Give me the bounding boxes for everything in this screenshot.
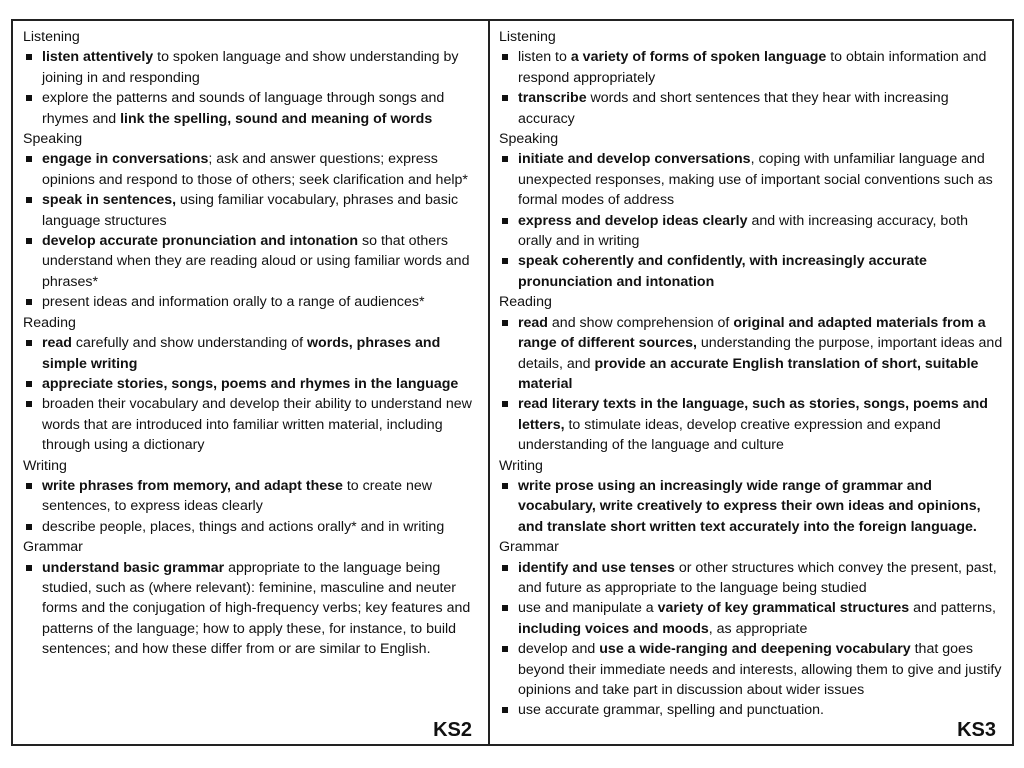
- emphasis-text: engage in conversations: [42, 151, 209, 168]
- list-item: [499, 476, 1004, 537]
- ks3-column: [490, 21, 1012, 744]
- item-text: carefully and show understanding of: [71, 335, 307, 352]
- item-text: understanding the purpose, important ideas and details, and: [518, 335, 1003, 372]
- list-item: [23, 374, 480, 394]
- emphasis-text: write prose using an increasingly wide range of grammar and vocabulary, write creatively to express their own ideas and opinions, and translate short written text accurately into the foreign language.: [518, 477, 981, 535]
- bullet-list: [23, 558, 480, 660]
- item-text: that goes beyond their immediate needs and interests, allowing them to give and justify opinions and take part in discussion about wider issues: [518, 641, 1002, 698]
- section-heading: Reading: [23, 314, 76, 331]
- section-heading: Speaking: [499, 131, 559, 148]
- emphasis-text: develop accurate pronunciation and intonation: [42, 233, 359, 250]
- ks2-column: [13, 21, 490, 744]
- list-item: [23, 394, 480, 455]
- list-item: [499, 558, 1004, 599]
- list-item: [499, 598, 1004, 639]
- section-heading: Listening: [23, 29, 80, 45]
- list-item: [23, 88, 480, 129]
- section-heading: Reading: [499, 294, 552, 311]
- bullet-list: [499, 149, 1004, 292]
- list-item: [23, 292, 480, 312]
- item-text: to spoken language and show understanding by joining in and responding: [42, 49, 459, 86]
- section-heading: Writing: [23, 457, 67, 474]
- ks3-content: [499, 27, 1004, 721]
- section-heading: Listening: [499, 29, 556, 45]
- item-text: use accurate grammar, spelling and punctuation.: [518, 702, 825, 719]
- list-item: [499, 251, 1004, 292]
- section-heading: Writing: [499, 457, 543, 474]
- ks3-label: KS3: [957, 719, 996, 741]
- item-text: listen to: [518, 49, 571, 66]
- item-text: or other structures which convey the present, past, and future as appropriate to the language being studied: [518, 559, 997, 596]
- emphasis-text: express and develop ideas clearly: [518, 212, 748, 229]
- emphasis-text: use a wide-ranging and deepening vocabulary: [599, 641, 911, 658]
- emphasis-text: provide an accurate English translation of short, suitable material: [518, 355, 979, 392]
- item-text: to stimulate ideas, develop creative expression and expand understanding of the language and culture: [518, 416, 941, 454]
- bullet-list: [499, 47, 1004, 129]
- bullet-list: [499, 313, 1004, 456]
- item-text: use and manipulate a: [518, 600, 658, 617]
- emphasis-text: original and adapted materials from a range of different sources,: [518, 314, 986, 352]
- section-heading: Grammar: [23, 539, 83, 556]
- curriculum-comparison-table: [11, 19, 1014, 746]
- list-item: [23, 47, 480, 88]
- list-item: [23, 517, 480, 537]
- item-text: to create new sentences, to express ideas clearly: [42, 477, 433, 515]
- bullet-list: [499, 476, 1004, 537]
- list-item: [23, 231, 480, 292]
- emphasis-text: read literary texts in the language, such as stories, songs, poems and letters,: [518, 396, 988, 433]
- bullet-list: [23, 333, 480, 455]
- item-text: and show comprehension of: [547, 314, 734, 331]
- item-text: using familiar vocabulary, phrases and basic language structures: [42, 192, 459, 229]
- item-text: present ideas and information orally to a range of audiences*: [42, 294, 425, 311]
- bullet-list: [23, 149, 480, 312]
- item-text: explore the patterns and sounds of language through songs and rhymes and: [42, 90, 445, 127]
- list-item: [23, 558, 480, 660]
- emphasis-text: variety of key grammatical structures: [657, 600, 910, 617]
- emphasis-text: speak in sentences,: [42, 192, 177, 209]
- item-text: and patterns,: [909, 600, 996, 617]
- emphasis-text: transcribe: [518, 90, 587, 107]
- emphasis-text: read: [518, 314, 548, 331]
- bullet-list: [23, 476, 480, 537]
- emphasis-text: words, phrases and simple writing: [42, 335, 441, 372]
- emphasis-text: appreciate stories, songs, poems and rhymes in the language: [42, 375, 459, 392]
- ks2-content: [23, 27, 480, 660]
- item-text: describe people, places, things and actions orally* and in writing: [42, 518, 445, 535]
- bullet-list: [23, 47, 480, 129]
- emphasis-text: identify and use tenses: [518, 559, 675, 576]
- list-item: [499, 88, 1004, 129]
- list-item: [499, 700, 1004, 720]
- list-item: [499, 394, 1004, 455]
- emphasis-text: listen attentively: [42, 49, 154, 66]
- ks2-label: KS2: [433, 719, 472, 741]
- bullet-list: [499, 558, 1004, 721]
- item-text: words and short sentences that they hear with increasing accuracy: [518, 90, 949, 127]
- item-text: broaden their vocabulary and develop their ability to understand new words that are introduced into familiar written material, including through using a dictionary: [42, 396, 472, 454]
- list-item: [23, 476, 480, 517]
- emphasis-text: speak coherently and confidently, with increasingly accurate pronunciation and intonation: [518, 253, 927, 290]
- item-text: appropriate to the language being studied, such as (where relevant): feminine, masculine and neuter forms and the conjugation of high-frequency verbs; key features and patterns of the language; how to apply these, for instance, to build sentences; and how these differ from or are similar to English.: [42, 559, 471, 658]
- list-item: [499, 639, 1004, 700]
- emphasis-text: write phrases from memory, and adapt these: [42, 477, 343, 494]
- item-text: , coping with unfamiliar language and unexpected responses, making use of important social conventions such as formal modes of address: [518, 151, 993, 209]
- emphasis-text: read: [42, 335, 72, 352]
- list-item: [23, 333, 480, 374]
- list-item: [499, 313, 1004, 395]
- emphasis-text: understand basic grammar: [42, 559, 225, 576]
- item-text: to obtain information and respond appropriately: [518, 49, 987, 86]
- list-item: [23, 149, 480, 190]
- emphasis-text: including voices and moods: [518, 620, 709, 637]
- item-text: ; ask and answer questions; express opinions and respond to those of others; seek clarification and help*: [42, 151, 468, 188]
- list-item: [499, 211, 1004, 252]
- item-text: so that others understand when they are reading aloud or using familiar words and phrases*: [42, 233, 470, 290]
- item-text: and with increasing accuracy, both orally and in writing: [518, 212, 969, 250]
- item-text: , as appropriate: [708, 620, 808, 637]
- emphasis-text: link the spelling, sound and meaning of words: [120, 110, 433, 127]
- item-text: develop and: [518, 641, 600, 658]
- section-heading: Speaking: [23, 131, 83, 148]
- list-item: [499, 47, 1004, 88]
- section-heading: Grammar: [499, 539, 559, 556]
- list-item: [23, 190, 480, 231]
- emphasis-text: initiate and develop conversations: [518, 151, 751, 168]
- emphasis-text: a variety of forms of spoken language: [570, 49, 827, 66]
- list-item: [499, 149, 1004, 210]
